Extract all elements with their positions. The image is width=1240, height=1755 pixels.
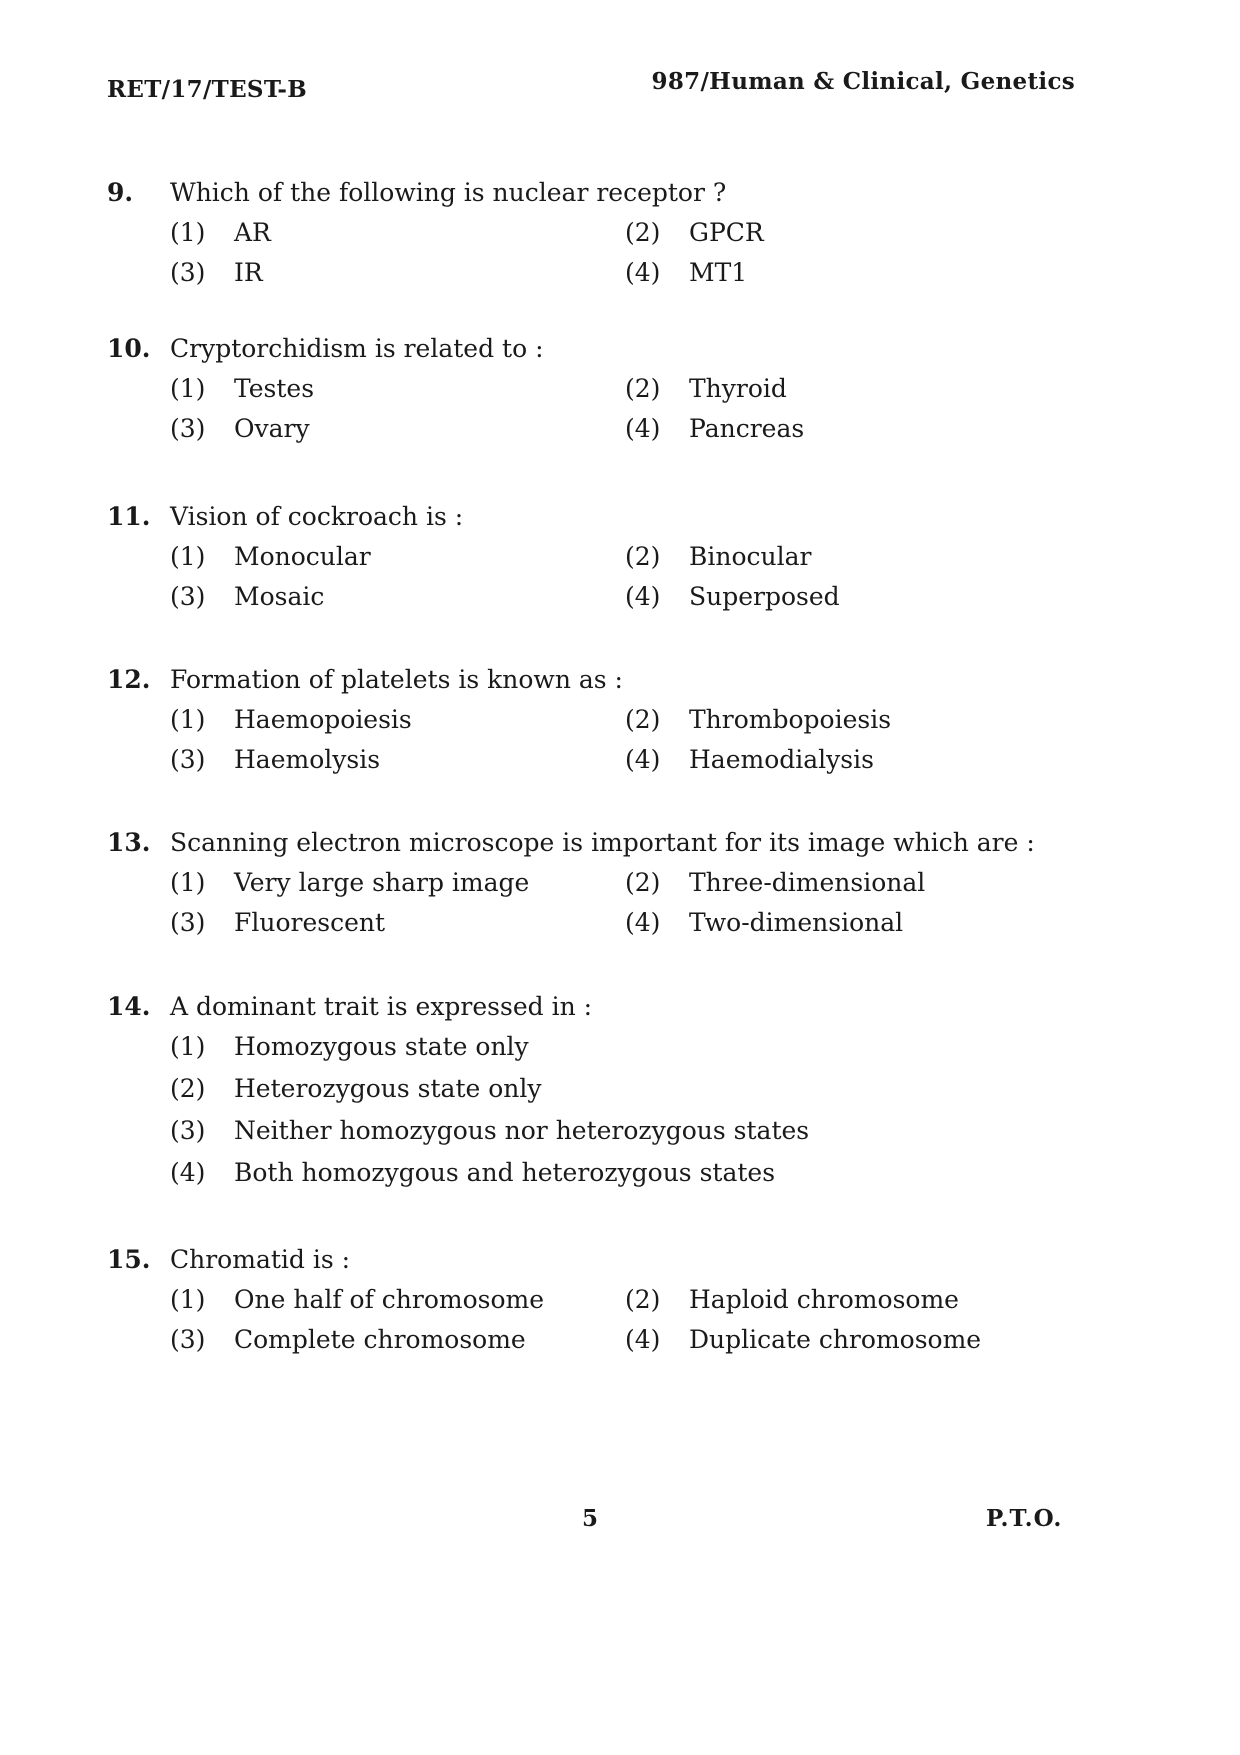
subject-title: 987/Human & Clinical, Genetics [651, 68, 1075, 95]
option-3: (3) Haemolysis [170, 745, 381, 774]
question-text: Which of the following is nuclear receptor ? [170, 178, 727, 207]
pto-label: P.T.O. [986, 1505, 1063, 1532]
question-11 [107, 502, 1087, 612]
question-12 [107, 665, 1087, 775]
question-text: Cryptorchidism is related to : [170, 334, 544, 363]
question-number: 10. [107, 334, 151, 363]
option-1: (1) One half of chromosome [170, 1285, 545, 1314]
option-4: (4) Both homozygous and heterozygous states [170, 1158, 776, 1187]
question-15 [107, 1245, 1087, 1355]
question-text: A dominant trait is expressed in : [170, 992, 593, 1021]
question-number: 14. [107, 992, 151, 1021]
question-number: 15. [107, 1245, 151, 1274]
question-text: Formation of platelets is known as : [170, 665, 623, 694]
option-1: (1) Monocular [170, 542, 371, 571]
question-text: Scanning electron microscope is important for its image which are : [170, 828, 1035, 857]
question-number: 12. [107, 665, 151, 694]
question-9 [107, 178, 1087, 288]
option-3: (3) Ovary [170, 414, 310, 443]
question-number: 9. [107, 178, 134, 207]
question-text: Chromatid is : [170, 1245, 351, 1274]
option-1: (1) Homozygous state only [170, 1032, 529, 1061]
question-number: 13. [107, 828, 151, 857]
option-2: (2) Three-dimensional [625, 868, 926, 897]
option-3: (3) Complete chromosome [170, 1325, 526, 1354]
option-2: (2) Binocular [625, 542, 812, 571]
option-1: (1) Very large sharp image [170, 868, 530, 897]
page-number: 5 [582, 1505, 599, 1532]
option-3: (3) IR [170, 258, 263, 287]
question-number: 11. [107, 502, 151, 531]
question-text: Vision of cockroach is : [170, 502, 464, 531]
option-2: (2) Heterozygous state only [170, 1074, 542, 1103]
option-2: (2) Thrombopoiesis [625, 705, 892, 734]
option-3: (3) Fluorescent [170, 908, 386, 937]
option-2: (2) Haploid chromosome [625, 1285, 959, 1314]
option-4: (4) Two-dimensional [625, 908, 904, 937]
option-4: (4) MT1 [625, 258, 748, 287]
test-code: RET/17/TEST-B [107, 76, 308, 103]
option-4: (4) Pancreas [625, 414, 805, 443]
question-14 [107, 992, 1087, 1188]
option-4: (4) Superposed [625, 582, 840, 611]
question-10 [107, 334, 1087, 444]
option-3: (3) Neither homozygous nor heterozygous states [170, 1116, 810, 1145]
option-1: (1) Haemopoiesis [170, 705, 412, 734]
option-4: (4) Haemodialysis [625, 745, 874, 774]
option-2: (2) GPCR [625, 218, 764, 247]
option-1: (1) AR [170, 218, 271, 247]
question-13 [107, 828, 1087, 938]
option-3: (3) Mosaic [170, 582, 325, 611]
option-1: (1) Testes [170, 374, 315, 403]
option-2: (2) Thyroid [625, 374, 787, 403]
option-4: (4) Duplicate chromosome [625, 1325, 982, 1354]
